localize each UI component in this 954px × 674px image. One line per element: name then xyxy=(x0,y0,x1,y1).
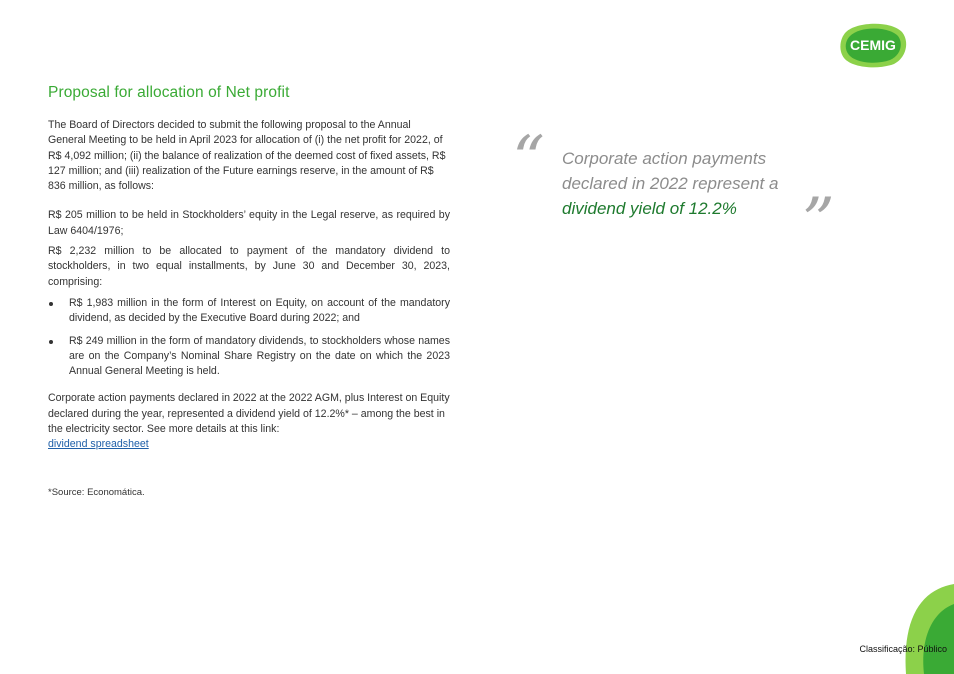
dividend-spreadsheet-link[interactable]: dividend spreadsheet xyxy=(48,438,149,451)
corporate-action-text: Corporate action payments declared in 2022 at the 2022 AGM, plus Interest on Equity declared during the year, represented a dividend yield of 12.2%* – among the best in the electricity sector. See more details at this link: xyxy=(48,392,450,436)
page-title: Proposal for allocation of Net profit xyxy=(48,84,290,101)
legal-reserve-paragraph: R$ 205 million to be held in Stockholders’ equity in the Legal reserve, as required by Law 6404/1976; xyxy=(48,209,450,237)
main-content xyxy=(48,118,450,500)
list-item-text: R$ 249 million in the form of mandatory dividends, to stockholders whose names are on the Company’s Nominal Share Registry on the date on which the 2023 Annual General Meeting is held. xyxy=(69,334,450,378)
list-item xyxy=(48,296,450,327)
pull-quote-highlight: dividend yield of 12.2% xyxy=(562,199,737,218)
bullet-icon xyxy=(49,302,53,306)
source-note: *Source: Economática. xyxy=(48,486,145,498)
cemig-logo-text: CEMIG xyxy=(850,37,896,53)
pull-quote-text: Corporate action payments declared in 2022 represent a xyxy=(562,149,779,193)
corporate-action-paragraph xyxy=(48,391,450,452)
close-quote-icon: ” xyxy=(802,185,835,259)
cemig-logo xyxy=(838,22,908,68)
pull-quote xyxy=(562,146,812,221)
open-quote-icon: “ xyxy=(512,123,545,197)
dividend-breakdown-list xyxy=(48,296,450,379)
classification-label: Classificação: Público xyxy=(859,644,947,654)
mandatory-dividend-paragraph: R$ 2,232 million to be allocated to payment of the mandatory dividend to stockholders, in two equal installments, by June 30 and December 30, 2023, comprising: xyxy=(48,245,450,288)
list-item xyxy=(48,334,450,380)
bullet-icon xyxy=(49,340,53,344)
intro-paragraph: The Board of Directors decided to submit the following proposal to the Annual General Meeting to be held in April 2023 for allocation of (i) the net profit for 2022, of R$ 4,092 million; (ii) the balance of realization of the deemed cost of fixed assets, R$ 127 million; and (iii) realization of the Future earnings reserve, in the amount of R$ 836 million, as follows: xyxy=(48,119,446,193)
corner-decoration xyxy=(884,584,954,674)
list-item-text: R$ 1,983 million in the form of Interest on Equity, on account of the mandatory dividend, as decided by the Executive Board during 2022; and xyxy=(69,296,450,325)
